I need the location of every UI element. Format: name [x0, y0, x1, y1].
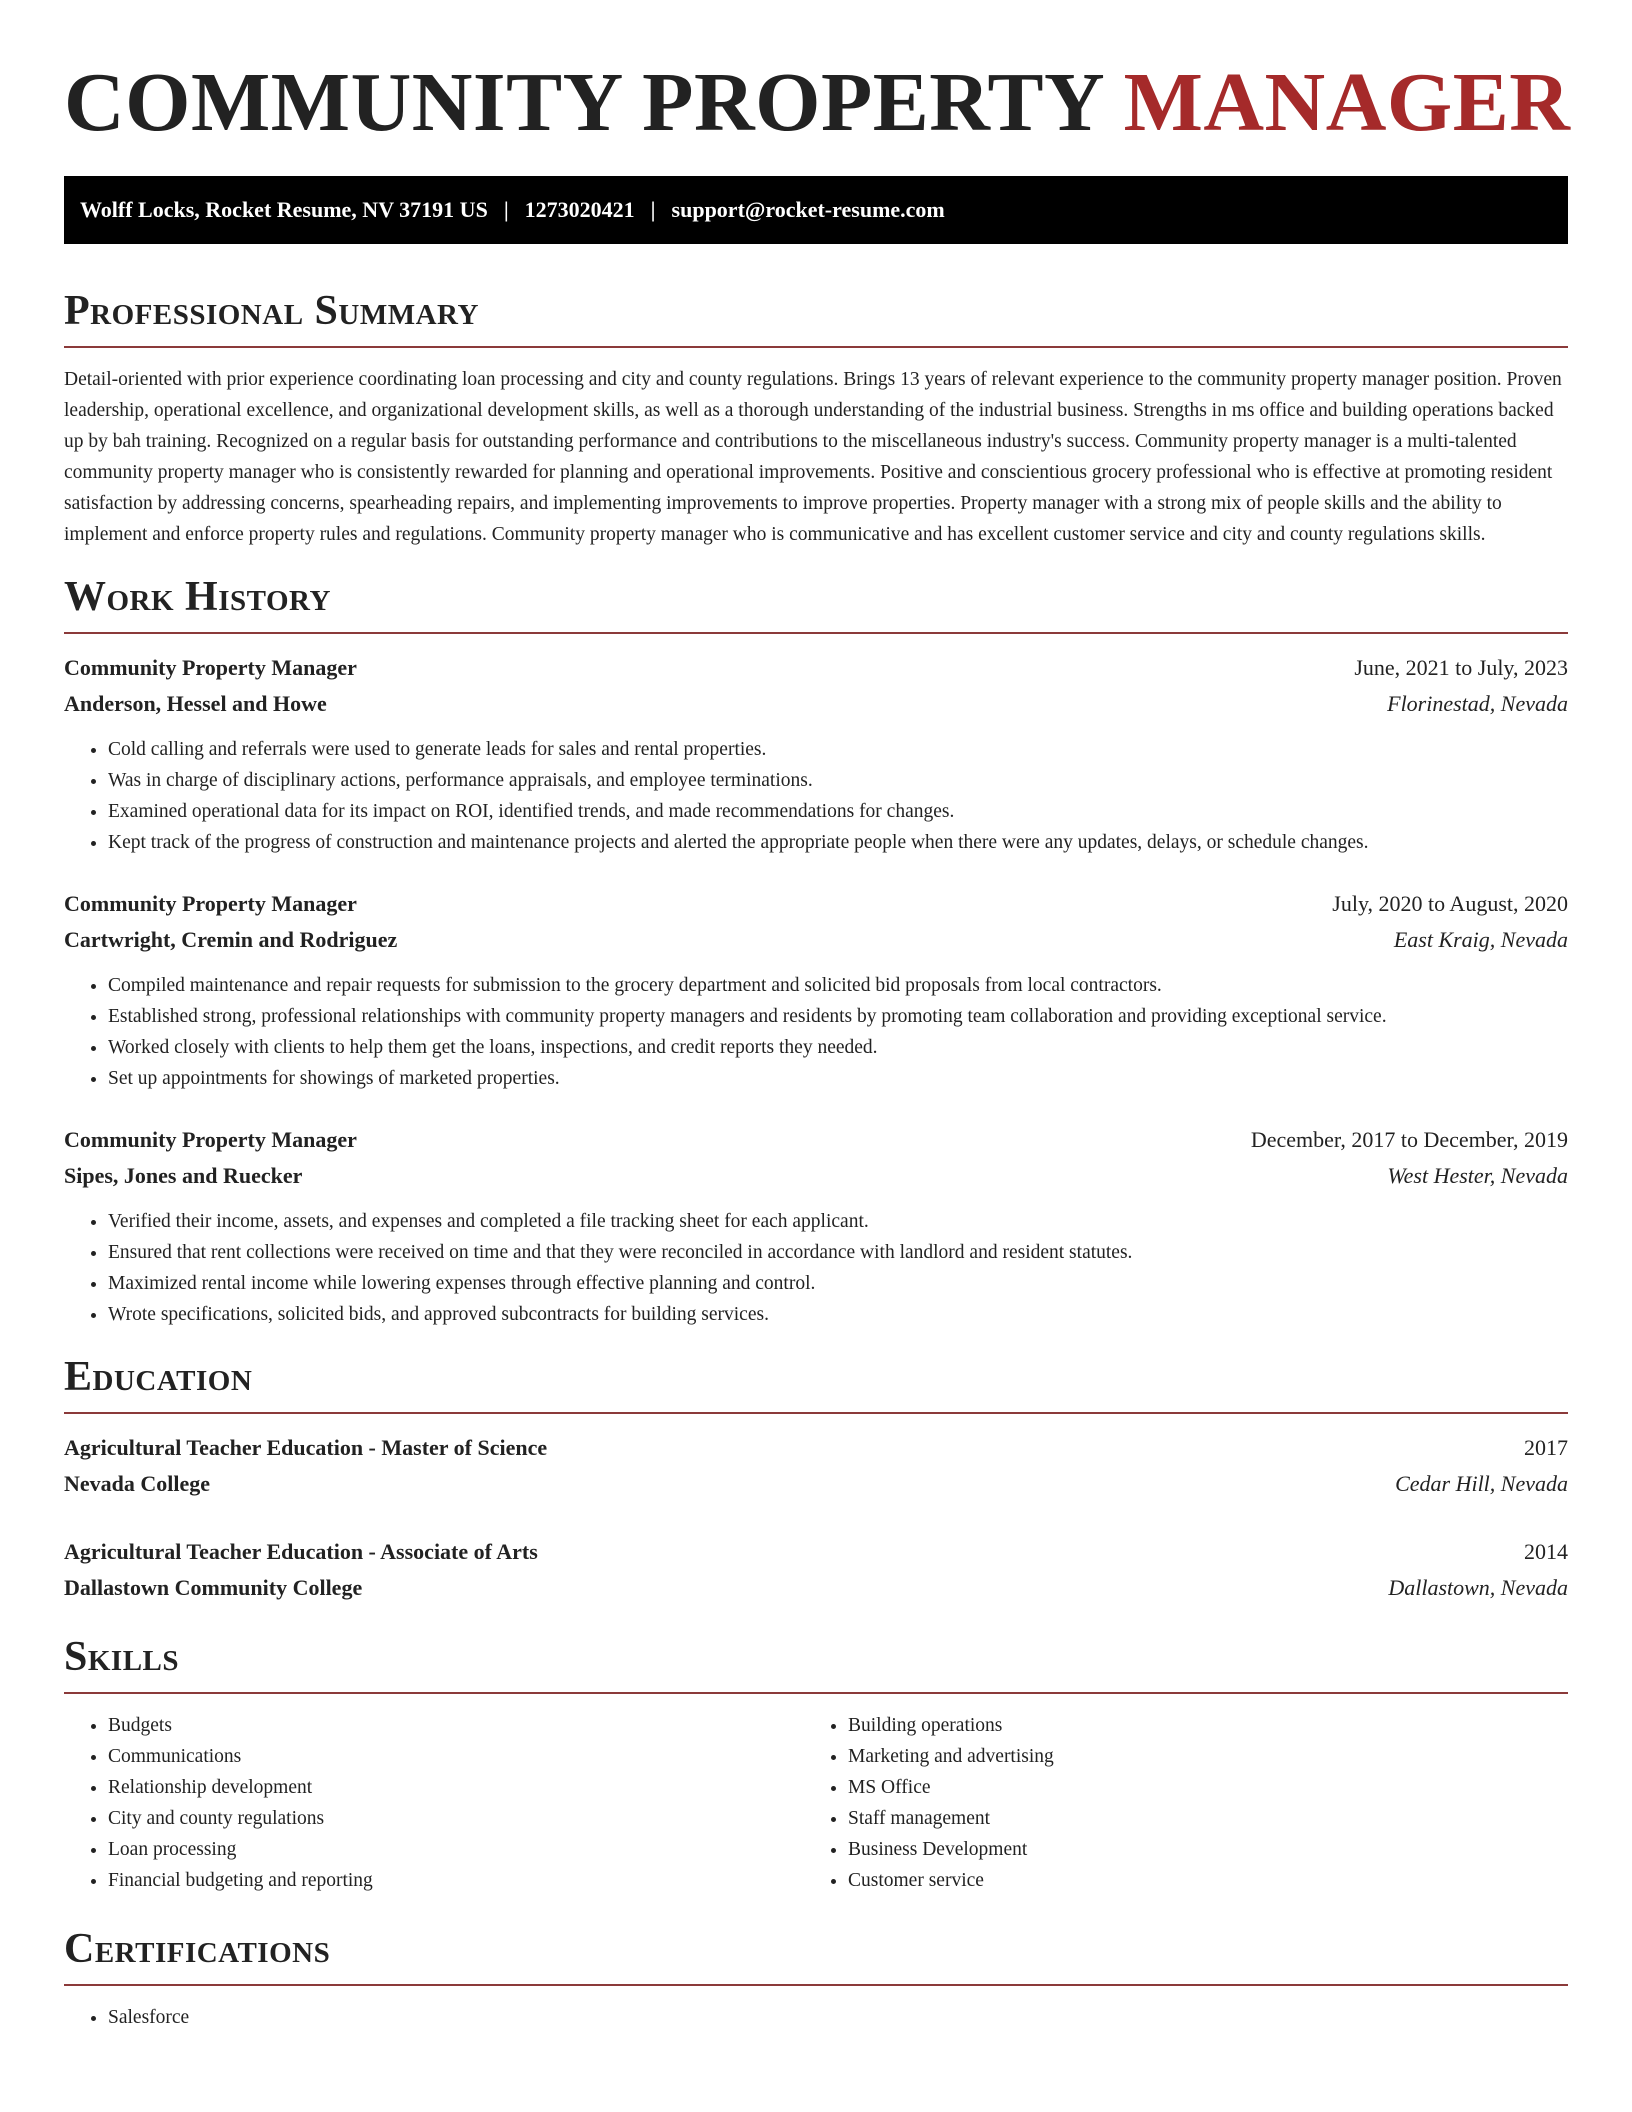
- education-entry-header: [64, 1430, 1568, 1466]
- work-entry-subheader: [64, 686, 1568, 722]
- job-bullets: [64, 734, 1568, 858]
- graduation-year: 2014: [1524, 1539, 1568, 1564]
- school-location: Cedar Hill, Nevada: [1395, 1471, 1568, 1496]
- job-role: Community Property Manager: [64, 1127, 357, 1152]
- education-entry-subheader: [64, 1570, 1568, 1606]
- contact-phone: 1273020421: [524, 197, 635, 222]
- skills-column-right: [804, 1710, 1544, 1896]
- job-dates: June, 2021 to July, 2023: [1354, 655, 1568, 680]
- education-entry: [64, 1534, 1568, 1606]
- section-title-work: Work History: [64, 574, 331, 620]
- list-item: • Cold calling and referrals were used to generate leads for sales and rental properties.: [108, 734, 1568, 765]
- education-section: [64, 1352, 1568, 1606]
- job-company: Anderson, Hessel and Howe: [64, 691, 327, 716]
- title-main: COMMUNITY PROPERTY: [64, 56, 1124, 149]
- job-location: West Hester, Nevada: [1387, 1163, 1568, 1188]
- skill-item: • Marketing and advertising: [848, 1741, 1544, 1772]
- skills-list: [64, 1710, 804, 1896]
- contact-address: Wolff Locks, Rocket Resume, NV 37191 US: [80, 197, 488, 222]
- certifications-section: [64, 1924, 1568, 2033]
- list-item: • Set up appointments for showings of marketed properties.: [108, 1063, 1568, 1094]
- list-item: • Was in charge of disciplinary actions, performance appraisals, and employee terminations.: [108, 765, 1568, 796]
- skills-section: [64, 1632, 1568, 1896]
- section-title-summary: Professional Summary: [64, 288, 479, 334]
- school-location: Dallastown, Nevada: [1388, 1575, 1568, 1600]
- summary-section: [64, 286, 1568, 550]
- degree: Agricultural Teacher Education - Master of Science: [64, 1435, 548, 1460]
- skills-grid: [64, 1710, 1568, 1896]
- education-entry-header: [64, 1534, 1568, 1570]
- contact-bar: [64, 176, 1568, 244]
- certification-item: • Salesforce: [108, 2002, 1568, 2033]
- skill-item: • Loan processing: [108, 1834, 804, 1865]
- job-company: Cartwright, Cremin and Rodriguez: [64, 927, 398, 952]
- section-title-skills: Skills: [64, 1634, 180, 1680]
- job-dates: December, 2017 to December, 2019: [1250, 1127, 1568, 1152]
- list-item: • Ensured that rent collections were received on time and that they were reconciled in accordance with landlord and resident statutes.: [108, 1237, 1568, 1268]
- skill-item: • City and county regulations: [108, 1803, 804, 1834]
- contact-email: support@rocket-resume.com: [671, 197, 945, 222]
- section-divider: [64, 1692, 1568, 1694]
- skills-column-left: [64, 1710, 804, 1896]
- work-entry: [64, 886, 1568, 1094]
- skill-item: • Communications: [108, 1741, 804, 1772]
- skill-item: • Budgets: [108, 1710, 804, 1741]
- job-location: Florinestad, Nevada: [1387, 691, 1568, 716]
- job-bullets: [64, 970, 1568, 1094]
- work-entry: [64, 1122, 1568, 1330]
- summary-text: Detail-oriented with prior experience coordinating loan processing and city and county regulations. Brings 13 years of relevant experience to the community property manager position. Proven leadership, operational excellence, and organizational development skills, as well as a thorough understanding of the industrial business. Strengths in ms office and building operations backed up by bah training. Recognized on a regular basis for outstanding performance and contributions to the miscellaneous industry's success. Community property manager is a multi-talented community property manager who is consistently rewarded for planning and operational improvements. Positive and conscientious grocery professional who is effective at promoting resident satisfaction by addressing concerns, spearheading repairs, and implementing improvements to improve properties. Property manager with a strong mix of people skills and the ability to implement and enforce property rules and regulations. Community property manager who is communicative and has excellent customer service and city and county regulations skills.: [64, 369, 1562, 545]
- skills-list: [804, 1710, 1544, 1896]
- certifications-list: [64, 2002, 1568, 2033]
- skill-item: • Building operations: [848, 1710, 1544, 1741]
- resume-page: [64, 0, 1571, 2033]
- skill-item: • Customer service: [848, 1865, 1544, 1896]
- section-title-certifications: Certifications: [64, 1926, 331, 1972]
- list-item: • Compiled maintenance and repair requests for submission to the grocery department and solicited bid proposals from local contractors.: [108, 970, 1568, 1001]
- job-location: East Kraig, Nevada: [1393, 927, 1568, 952]
- degree: Agricultural Teacher Education - Associate of Arts: [64, 1539, 538, 1564]
- work-entry-header: [64, 886, 1568, 922]
- graduation-year: 2017: [1524, 1435, 1568, 1460]
- skill-item: • MS Office: [848, 1772, 1544, 1803]
- work-section: [64, 572, 1568, 1330]
- list-item: • Examined operational data for its impact on ROI, identified trends, and made recommendations for changes.: [108, 796, 1568, 827]
- list-item: • Maximized rental income while lowering expenses through effective planning and control.: [108, 1268, 1568, 1299]
- contact-separator: |: [650, 197, 656, 222]
- work-entry: [64, 650, 1568, 858]
- job-bullets: [64, 1206, 1568, 1330]
- section-divider: [64, 346, 1568, 348]
- skill-item: • Staff management: [848, 1803, 1544, 1834]
- job-company: Sipes, Jones and Ruecker: [64, 1163, 303, 1188]
- education-entry: [64, 1430, 1568, 1502]
- job-role: Community Property Manager: [64, 655, 357, 680]
- list-item: • Kept track of the progress of construction and maintenance projects and alerted the appropriate people when there were any updates, delays, or schedule changes.: [108, 827, 1568, 858]
- section-title-education: Education: [64, 1354, 253, 1400]
- skill-item: • Relationship development: [108, 1772, 804, 1803]
- title-accent: MANAGER: [1123, 56, 1571, 149]
- list-item: • Wrote specifications, solicited bids, and approved subcontracts for building services.: [108, 1299, 1568, 1330]
- job-role: Community Property Manager: [64, 891, 357, 916]
- skill-item: • Business Development: [848, 1834, 1544, 1865]
- work-entry-header: [64, 1122, 1568, 1158]
- list-item: • Verified their income, assets, and expenses and completed a file tracking sheet for each applicant.: [108, 1206, 1568, 1237]
- work-entry-subheader: [64, 1158, 1568, 1194]
- job-dates: July, 2020 to August, 2020: [1332, 891, 1568, 916]
- skill-item: • Financial budgeting and reporting: [108, 1865, 804, 1896]
- school-name: Dallastown Community College: [64, 1575, 363, 1600]
- section-divider: [64, 632, 1568, 634]
- contact-separator: |: [503, 197, 509, 222]
- school-name: Nevada College: [64, 1471, 211, 1496]
- resume-title: [64, 56, 1571, 149]
- section-divider: [64, 1412, 1568, 1414]
- list-item: • Established strong, professional relationships with community property managers and residents by promoting team collaboration and providing exceptional service.: [108, 1001, 1568, 1032]
- list-item: • Worked closely with clients to help them get the loans, inspections, and credit reports they needed.: [108, 1032, 1568, 1063]
- work-entry-header: [64, 650, 1568, 686]
- section-divider: [64, 1984, 1568, 1986]
- work-entry-subheader: [64, 922, 1568, 958]
- education-entry-subheader: [64, 1466, 1568, 1502]
